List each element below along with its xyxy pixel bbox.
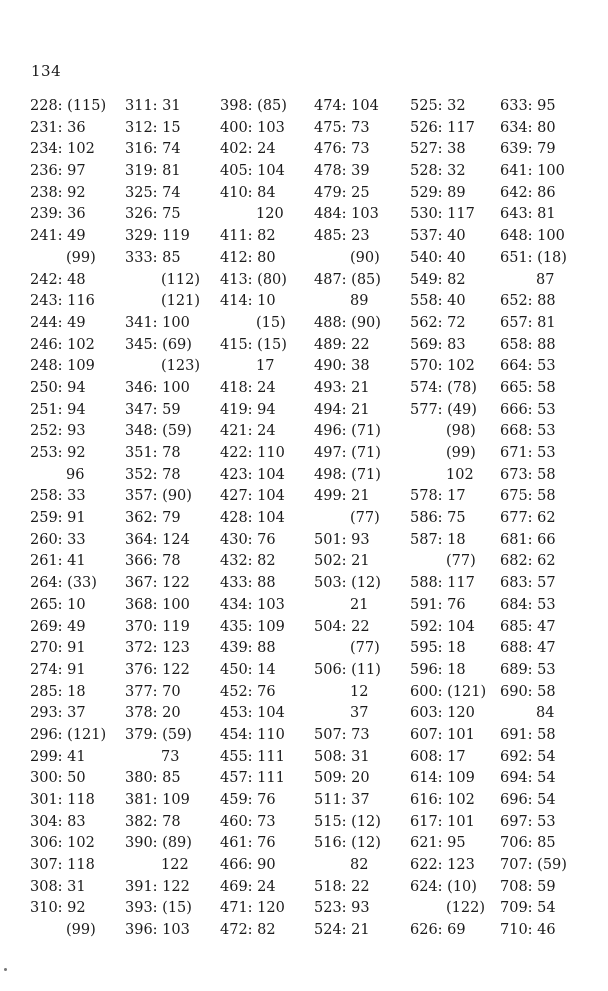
index-entry: 260: 33 [30, 531, 86, 548]
index-entry: 376: 122 [125, 661, 190, 678]
index-entry: 508: 31 [314, 748, 370, 765]
index-entry: 570: 102 [410, 358, 475, 375]
index-entry: 608: 17 [410, 748, 466, 765]
index-entry: 708: 59 [500, 878, 556, 895]
index-entry: 633: 95 [500, 98, 556, 114]
index-entry: 523: 93 [314, 900, 370, 917]
index-entry: 577: (49) [410, 401, 477, 418]
index-entry: 410: 84 [220, 184, 276, 201]
index-entry: 244: 49 [30, 314, 86, 331]
index-entry: 84 [536, 705, 555, 722]
index-entry: 236: 97 [30, 163, 86, 180]
index-entry: 251: 94 [30, 401, 86, 418]
index-entry: 595: 18 [410, 640, 466, 657]
index-entry: 242: 48 [30, 271, 86, 288]
index-entry: 493: 21 [314, 379, 370, 396]
index-entry: 17 [256, 358, 275, 375]
index-entry: 73 [161, 748, 180, 765]
index-entry: 382: 78 [125, 813, 181, 830]
index-column-3 [220, 96, 287, 942]
index-entry: 285: 18 [30, 683, 86, 700]
index-entry: 326: 75 [125, 206, 181, 223]
index-entry: (99) [66, 249, 96, 266]
index-entry: 540: 40 [410, 249, 466, 266]
index-entry: 422: 110 [220, 445, 285, 461]
index-entry: 666: 53 [500, 401, 556, 418]
index-entry: 657: 81 [500, 314, 556, 331]
index-entry: 430: 76 [220, 531, 276, 548]
index-column-6 [500, 96, 567, 942]
index-entry: 413: (80) [220, 271, 287, 288]
index-entry: 253: 92 [30, 445, 86, 461]
index-entry: 379: (59) [125, 726, 192, 743]
index-entry: 455: 111 [220, 748, 285, 765]
index-column-5 [410, 96, 486, 942]
index-entry: 621: 95 [410, 835, 466, 852]
index-entry: 264: (33) [30, 575, 97, 592]
index-entry: 329: 119 [125, 228, 190, 245]
index-entry: 496: (71) [314, 423, 381, 440]
index-entry: 502: 21 [314, 553, 370, 570]
index-entry: 690: 58 [500, 683, 556, 700]
index-entry: 312: 15 [125, 119, 181, 136]
index-entry: 578: 17 [410, 488, 466, 505]
index-entry: 665: 58 [500, 379, 556, 396]
index-entry: 673: 58 [500, 466, 556, 483]
index-entry: 472: 82 [220, 922, 276, 939]
index-entry: 569: 83 [410, 336, 466, 353]
index-entry: 301: 118 [30, 792, 95, 808]
index-entry: 617: 101 [410, 813, 475, 830]
index-entry: 82 [350, 857, 369, 874]
index-entry: (122) [446, 900, 485, 917]
index-entry: 393: (15) [125, 900, 192, 917]
index-entry: 450: 14 [220, 661, 276, 678]
index-entry: (15) [256, 314, 286, 331]
index-entry: 528: 32 [410, 163, 466, 180]
index-entry: 381: 109 [125, 792, 190, 808]
index-entry: 37 [350, 705, 369, 722]
index-entry: 490: 38 [314, 358, 370, 375]
index-entry: 537: 40 [410, 228, 466, 245]
index-entry: 624: (10) [410, 878, 477, 895]
index-entry: (121) [161, 293, 200, 310]
index-entry: 497: (71) [314, 445, 381, 461]
index-entry: 293: 37 [30, 705, 86, 722]
index-entry: 600: (121) [410, 683, 487, 700]
index-entry: 607: 101 [410, 726, 475, 743]
index-entry: 310: 92 [30, 900, 86, 917]
index-entry: 524: 21 [314, 922, 370, 939]
index-entry: 641: 100 [500, 163, 565, 180]
index-entry: (98) [446, 423, 476, 440]
index-entry: 689: 53 [500, 661, 556, 678]
index-entry: 391: 122 [125, 878, 190, 895]
index-column-1 [30, 96, 106, 942]
index-entry: 246: 102 [30, 336, 95, 353]
index-entry: 307: 118 [30, 857, 95, 874]
index-entry: 411: 82 [220, 228, 276, 245]
index-entry: 634: 80 [500, 119, 556, 136]
index-entry: (99) [66, 922, 96, 939]
index-entry: 241: 49 [30, 228, 86, 245]
index-entry: 558: 40 [410, 293, 466, 310]
index-entry: 400: 103 [220, 119, 285, 136]
index-entry: 357: (90) [125, 488, 192, 505]
index-entry: 587: 18 [410, 531, 466, 548]
index-entry: 12 [350, 683, 369, 700]
index-entry: 428: 104 [220, 510, 285, 527]
index-entry: 515: (12) [314, 813, 381, 830]
index-entry: 367: 122 [125, 575, 190, 592]
index-entry: 439: 88 [220, 640, 276, 657]
index-entry: 341: 100 [125, 314, 190, 331]
index-entry: 526: 117 [410, 119, 475, 136]
index-entry: 692: 54 [500, 748, 556, 765]
index-entry: 122 [161, 857, 189, 874]
index-entry: 511: 37 [314, 792, 370, 808]
index-entry: 506: (11) [314, 661, 381, 678]
index-entry: 366: 78 [125, 553, 181, 570]
index-entry: 503: (12) [314, 575, 381, 592]
index-entry: 419: 94 [220, 401, 276, 418]
index-entry: 333: 85 [125, 249, 181, 266]
index-entry: 622: 123 [410, 857, 475, 874]
index-entry: 651: (18) [500, 249, 567, 266]
index-entry: 675: 58 [500, 488, 556, 505]
index-entry: (123) [161, 358, 200, 375]
index-entry: 671: 53 [500, 445, 556, 461]
index-entry: (77) [350, 640, 380, 657]
index-entry: 664: 53 [500, 358, 556, 375]
index-entry: 345: (69) [125, 336, 192, 353]
index-entry: 691: 58 [500, 726, 556, 743]
index-entry: 259: 91 [30, 510, 86, 527]
index-entry: 258: 33 [30, 488, 86, 505]
index-entry: 507: 73 [314, 726, 370, 743]
index-entry: 412: 80 [220, 249, 276, 266]
index-entry: 308: 31 [30, 878, 86, 895]
index-entry: 469: 24 [220, 878, 276, 895]
index-entry: 300: 50 [30, 770, 86, 787]
index-entry: 466: 90 [220, 857, 276, 874]
index-entry: 372: 123 [125, 640, 190, 657]
index-entry: (90) [350, 249, 380, 266]
index-entry: 21 [350, 596, 369, 613]
index-entry: 346: 100 [125, 379, 190, 396]
index-entry: 299: 41 [30, 748, 86, 765]
index-entry: 243: 116 [30, 293, 95, 310]
index-entry: 96 [66, 466, 85, 483]
index-entry: 432: 82 [220, 553, 276, 570]
index-entry: 402: 24 [220, 141, 276, 158]
index-entry: 562: 72 [410, 314, 466, 331]
index-entry: 228: (115) [30, 98, 107, 114]
index-entry: 685: 47 [500, 618, 556, 635]
index-entry: 696: 54 [500, 792, 556, 808]
index-entry: 471: 120 [220, 900, 285, 917]
index-entry: 614: 109 [410, 770, 475, 787]
index-entry: 586: 75 [410, 510, 466, 527]
index-columns [0, 96, 608, 946]
index-entry: 476: 73 [314, 141, 370, 158]
index-entry: 316: 74 [125, 141, 181, 158]
index-entry: 120 [256, 206, 284, 223]
index-entry: 643: 81 [500, 206, 556, 223]
index-entry: 488: (90) [314, 314, 381, 331]
index-entry: 364: 124 [125, 531, 190, 548]
index-entry: 434: 103 [220, 596, 285, 613]
index-entry: 405: 104 [220, 163, 285, 180]
index-column-4 [314, 96, 381, 942]
index-entry: 479: 25 [314, 184, 370, 201]
index-entry: 457: 111 [220, 770, 285, 787]
index-entry: 398: (85) [220, 98, 287, 114]
index-entry: 102 [446, 466, 474, 483]
index-entry: 694: 54 [500, 770, 556, 787]
index-entry: 596: 18 [410, 661, 466, 678]
index-entry: 498: (71) [314, 466, 381, 483]
index-entry: 414: 10 [220, 293, 276, 310]
index-entry: 684: 53 [500, 596, 556, 613]
index-entry: 681: 66 [500, 531, 556, 548]
index-entry: 484: 103 [314, 206, 379, 223]
index-entry: 423: 104 [220, 466, 285, 483]
index-entry: 231: 36 [30, 119, 86, 136]
index-entry: 306: 102 [30, 835, 95, 852]
index-entry: 682: 62 [500, 553, 556, 570]
index-entry: 378: 20 [125, 705, 181, 722]
index-entry: 658: 88 [500, 336, 556, 353]
index-entry: 603: 120 [410, 705, 475, 722]
index-entry: 274: 91 [30, 661, 86, 678]
index-entry: 710: 46 [500, 922, 556, 939]
index-entry: 351: 78 [125, 445, 181, 461]
index-entry: 252: 93 [30, 423, 86, 440]
index-entry: 347: 59 [125, 401, 181, 418]
index-entry: 459: 76 [220, 792, 276, 808]
index-entry: 370: 119 [125, 618, 190, 635]
index-entry: 530: 117 [410, 206, 475, 223]
index-entry: 460: 73 [220, 813, 276, 830]
index-entry: 475: 73 [314, 119, 370, 136]
index-entry: 697: 53 [500, 813, 556, 830]
index-entry: 709: 54 [500, 900, 556, 917]
index-entry: 487: (85) [314, 271, 381, 288]
index-column-2 [125, 96, 200, 942]
index-entry: 688: 47 [500, 640, 556, 657]
index-entry: 648: 100 [500, 228, 565, 245]
index-entry: 89 [350, 293, 369, 310]
index-entry: 642: 86 [500, 184, 556, 201]
index-entry: 265: 10 [30, 596, 86, 613]
index-entry: 683: 57 [500, 575, 556, 592]
index-entry: 239: 36 [30, 206, 86, 223]
index-entry: 677: 62 [500, 510, 556, 527]
index-entry: 588: 117 [410, 575, 475, 592]
index-entry: (99) [446, 445, 476, 461]
index-entry: 501: 93 [314, 531, 370, 548]
index-entry: (112) [161, 271, 200, 288]
index-entry: 474: 104 [314, 98, 379, 114]
index-entry: 396: 103 [125, 922, 190, 939]
index-entry: 380: 85 [125, 770, 181, 787]
index-entry: 319: 81 [125, 163, 181, 180]
index-entry: 489: 22 [314, 336, 370, 353]
index-entry: 418: 24 [220, 379, 276, 396]
index-entry: 509: 20 [314, 770, 370, 787]
index-entry: 707: (59) [500, 857, 567, 874]
index-entry: 652: 88 [500, 293, 556, 310]
index-entry: 270: 91 [30, 640, 86, 657]
index-entry: 269: 49 [30, 618, 86, 635]
index-entry: 485: 23 [314, 228, 370, 245]
index-entry: 348: (59) [125, 423, 192, 440]
index-entry: 494: 21 [314, 401, 370, 418]
index-entry: 616: 102 [410, 792, 475, 808]
index-entry: 452: 76 [220, 683, 276, 700]
index-entry: 427: 104 [220, 488, 285, 505]
index-entry: 499: 21 [314, 488, 370, 505]
index-entry: 250: 94 [30, 379, 86, 396]
index-entry: 461: 76 [220, 835, 276, 852]
index-entry: 234: 102 [30, 141, 95, 158]
index-entry: 549: 82 [410, 271, 466, 288]
margin-mark [4, 968, 7, 971]
index-entry: 453: 104 [220, 705, 285, 722]
index-entry: 529: 89 [410, 184, 466, 201]
index-entry: 415: (15) [220, 336, 287, 353]
index-entry: 238: 92 [30, 184, 86, 201]
index-entry: 352: 78 [125, 466, 181, 483]
index-entry: 639: 79 [500, 141, 556, 158]
index-entry: 362: 79 [125, 510, 181, 527]
index-entry: 668: 53 [500, 423, 556, 440]
index-entry: 304: 83 [30, 813, 86, 830]
index-entry: 296: (121) [30, 726, 107, 743]
index-entry: 368: 100 [125, 596, 190, 613]
index-entry: 592: 104 [410, 618, 475, 635]
index-entry: 706: 85 [500, 835, 556, 852]
index-entry: 518: 22 [314, 878, 370, 895]
page-number: 134 [31, 62, 62, 80]
index-entry: 478: 39 [314, 163, 370, 180]
index-entry: (77) [350, 510, 380, 527]
index-entry: 516: (12) [314, 835, 381, 852]
index-entry: 591: 76 [410, 596, 466, 613]
index-entry: 626: 69 [410, 922, 466, 939]
index-entry: 390: (89) [125, 835, 192, 852]
index-entry: 421: 24 [220, 423, 276, 440]
index-entry: 574: (78) [410, 379, 477, 396]
index-entry: 504: 22 [314, 618, 370, 635]
index-entry: (77) [446, 553, 476, 570]
index-entry: 325: 74 [125, 184, 181, 201]
index-entry: 311: 31 [125, 98, 181, 114]
index-entry: 248: 109 [30, 358, 95, 375]
index-entry: 525: 32 [410, 98, 466, 114]
index-entry: 261: 41 [30, 553, 86, 570]
index-entry: 527: 38 [410, 141, 466, 158]
index-entry: 435: 109 [220, 618, 285, 635]
index-entry: 87 [536, 271, 555, 288]
index-entry: 433: 88 [220, 575, 276, 592]
index-entry: 377: 70 [125, 683, 181, 700]
index-entry: 454: 110 [220, 726, 285, 743]
